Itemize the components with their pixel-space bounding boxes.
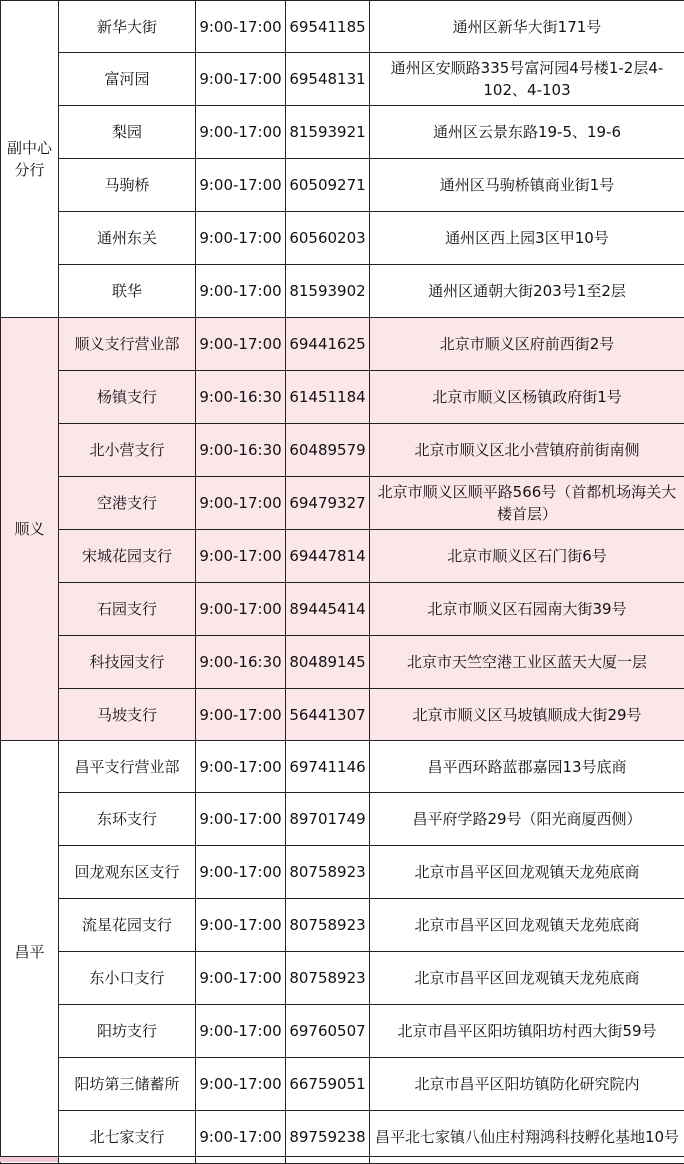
branch-name-cell: 梨园 xyxy=(59,106,196,159)
region-cell: 副中心分行 xyxy=(1,1,59,318)
business-hours-cell: 9:00-17:00 xyxy=(196,689,286,741)
business-hours-cell: 9:00-17:00 xyxy=(196,1058,286,1111)
branch-name-cell: 马坡支行 xyxy=(59,689,196,741)
table-row xyxy=(1,1058,684,1111)
business-hours-cell: 9:00-17:00 xyxy=(196,952,286,1005)
business-hours-cell: 9:00-17:00 xyxy=(196,1,286,53)
address-cell: 北京市顺义区北小营镇府前街南侧 xyxy=(370,424,684,477)
table-row xyxy=(1,159,684,212)
branch-name-cell: 富河园 xyxy=(59,53,196,106)
phone-cell: 69541185 xyxy=(286,1,370,53)
business-hours-cell: 9:00-17:00 xyxy=(196,265,286,318)
region-cell: 昌平 xyxy=(1,741,59,1164)
branch-name-cell: 东环支行 xyxy=(59,793,196,846)
phone-cell: 81593902 xyxy=(286,265,370,318)
address-cell: 北京市昌平区回龙观镇天龙苑底商 xyxy=(370,899,684,952)
branch-name-cell: 回龙观东区支行 xyxy=(59,846,196,899)
business-hours-cell: 9:00-17:00 xyxy=(196,530,286,583)
table-row xyxy=(1,846,684,899)
branch-name-cell: 阳坊支行 xyxy=(59,1005,196,1058)
phone-cell: 81593921 xyxy=(286,106,370,159)
business-hours-cell: 9:00-17:00 xyxy=(196,477,286,530)
table-row xyxy=(1,106,684,159)
phone-cell: 80489145 xyxy=(286,636,370,689)
phone-cell: 60489579 xyxy=(286,424,370,477)
address-cell: 北京市昌平区回龙观镇天龙苑底商 xyxy=(370,952,684,1005)
phone-cell: 80758923 xyxy=(286,846,370,899)
branch-name-cell: 石园支行 xyxy=(59,583,196,636)
phone-cell: 69548131 xyxy=(286,53,370,106)
table-bottom-border xyxy=(0,1156,684,1157)
branch-name-cell: 阳坊第三储蓄所 xyxy=(59,1058,196,1111)
branch-name-cell: 联华 xyxy=(59,265,196,318)
address-cell: 北京市昌平区回龙观镇天龙苑底商 xyxy=(370,846,684,899)
address-cell: 通州区马驹桥镇商业街1号 xyxy=(370,159,684,212)
address-cell: 北京市顺义区石门街6号 xyxy=(370,530,684,583)
table-row xyxy=(1,477,684,530)
table-row xyxy=(1,318,684,371)
address-cell: 通州区新华大街171号 xyxy=(370,1,684,53)
branch-name-cell: 科技园支行 xyxy=(59,636,196,689)
phone-cell: 66759051 xyxy=(286,1058,370,1111)
address-cell: 北京市顺义区马坡镇顺成大街29号 xyxy=(370,689,684,741)
business-hours-cell: 9:00-17:00 xyxy=(196,159,286,212)
business-hours-cell: 9:00-17:00 xyxy=(196,846,286,899)
address-cell: 通州区云景东路19-5、19-6 xyxy=(370,106,684,159)
table-row xyxy=(1,530,684,583)
table-row xyxy=(1,53,684,106)
address-cell: 通州区通朝大街203号1至2层 xyxy=(370,265,684,318)
address-cell: 昌平北七家镇八仙庄村翔鸿科技孵化基地10号 xyxy=(370,1111,684,1164)
business-hours-cell: 9:00-16:30 xyxy=(196,636,286,689)
business-hours-cell: 9:00-17:00 xyxy=(196,793,286,846)
address-cell: 北京市顺义区府前西街2号 xyxy=(370,318,684,371)
business-hours-cell: 9:00-17:00 xyxy=(196,53,286,106)
phone-cell: 69741146 xyxy=(286,741,370,793)
branch-name-cell: 昌平支行营业部 xyxy=(59,741,196,793)
business-hours-cell: 9:00-17:00 xyxy=(196,106,286,159)
branch-name-cell: 流星花园支行 xyxy=(59,899,196,952)
table-row xyxy=(1,371,684,424)
business-hours-cell: 9:00-17:00 xyxy=(196,741,286,793)
branch-name-cell: 马驹桥 xyxy=(59,159,196,212)
business-hours-cell: 9:00-17:00 xyxy=(196,583,286,636)
business-hours-cell: 9:00-17:00 xyxy=(196,1111,286,1164)
branch-name-cell: 顺义支行营业部 xyxy=(59,318,196,371)
branch-name-cell: 宋城花园支行 xyxy=(59,530,196,583)
table-row xyxy=(1,265,684,318)
phone-cell: 60509271 xyxy=(286,159,370,212)
address-cell: 北京市昌平区阳坊镇防化研究院内 xyxy=(370,1058,684,1111)
branch-table-body xyxy=(1,1,684,1164)
branch-name-cell: 北小营支行 xyxy=(59,424,196,477)
branch-name-cell: 空港支行 xyxy=(59,477,196,530)
table-row xyxy=(1,899,684,952)
table-row xyxy=(1,689,684,741)
table-row xyxy=(1,1,684,53)
address-cell: 昌平府学路29号（阳光商厦西侧） xyxy=(370,793,684,846)
table-row xyxy=(1,212,684,265)
business-hours-cell: 9:00-17:00 xyxy=(196,318,286,371)
business-hours-cell: 9:00-16:30 xyxy=(196,371,286,424)
phone-cell: 89759238 xyxy=(286,1111,370,1164)
branch-name-cell: 北七家支行 xyxy=(59,1111,196,1164)
table-row xyxy=(1,793,684,846)
next-section-edge xyxy=(0,1156,684,1162)
phone-cell: 80758923 xyxy=(286,952,370,1005)
phone-cell: 69447814 xyxy=(286,530,370,583)
table-row xyxy=(1,636,684,689)
phone-cell: 89701749 xyxy=(286,793,370,846)
phone-cell: 69441625 xyxy=(286,318,370,371)
phone-cell: 69479327 xyxy=(286,477,370,530)
branch-name-cell: 通州东关 xyxy=(59,212,196,265)
address-cell: 通州区西上园3区甲10号 xyxy=(370,212,684,265)
phone-cell: 60560203 xyxy=(286,212,370,265)
address-cell: 北京市顺义区杨镇政府街1号 xyxy=(370,371,684,424)
table-row xyxy=(1,1005,684,1058)
address-cell: 北京市昌平区阳坊镇阳坊村西大街59号 xyxy=(370,1005,684,1058)
business-hours-cell: 9:00-17:00 xyxy=(196,1005,286,1058)
phone-cell: 61451184 xyxy=(286,371,370,424)
business-hours-cell: 9:00-17:00 xyxy=(196,899,286,952)
address-cell: 通州区安顺路335号富河园4号楼1-2层4-102、4-103 xyxy=(370,53,684,106)
branch-name-cell: 新华大街 xyxy=(59,1,196,53)
address-cell: 昌平西环路蓝郡嘉园13号底商 xyxy=(370,741,684,793)
business-hours-cell: 9:00-16:30 xyxy=(196,424,286,477)
phone-cell: 69760507 xyxy=(286,1005,370,1058)
address-cell: 北京市顺义区石园南大街39号 xyxy=(370,583,684,636)
table-row xyxy=(1,583,684,636)
phone-cell: 56441307 xyxy=(286,689,370,741)
table-row xyxy=(1,952,684,1005)
table-row xyxy=(1,741,684,793)
business-hours-cell: 9:00-17:00 xyxy=(196,212,286,265)
table-row xyxy=(1,424,684,477)
region-cell: 顺义 xyxy=(1,318,59,741)
phone-cell: 89445414 xyxy=(286,583,370,636)
address-cell: 北京市顺义区顺平路566号（首都机场海关大楼首层） xyxy=(370,477,684,530)
branch-name-cell: 东小口支行 xyxy=(59,952,196,1005)
address-cell: 北京市天竺空港工业区蓝天大厦一层 xyxy=(370,636,684,689)
branch-name-cell: 杨镇支行 xyxy=(59,371,196,424)
phone-cell: 80758923 xyxy=(286,899,370,952)
